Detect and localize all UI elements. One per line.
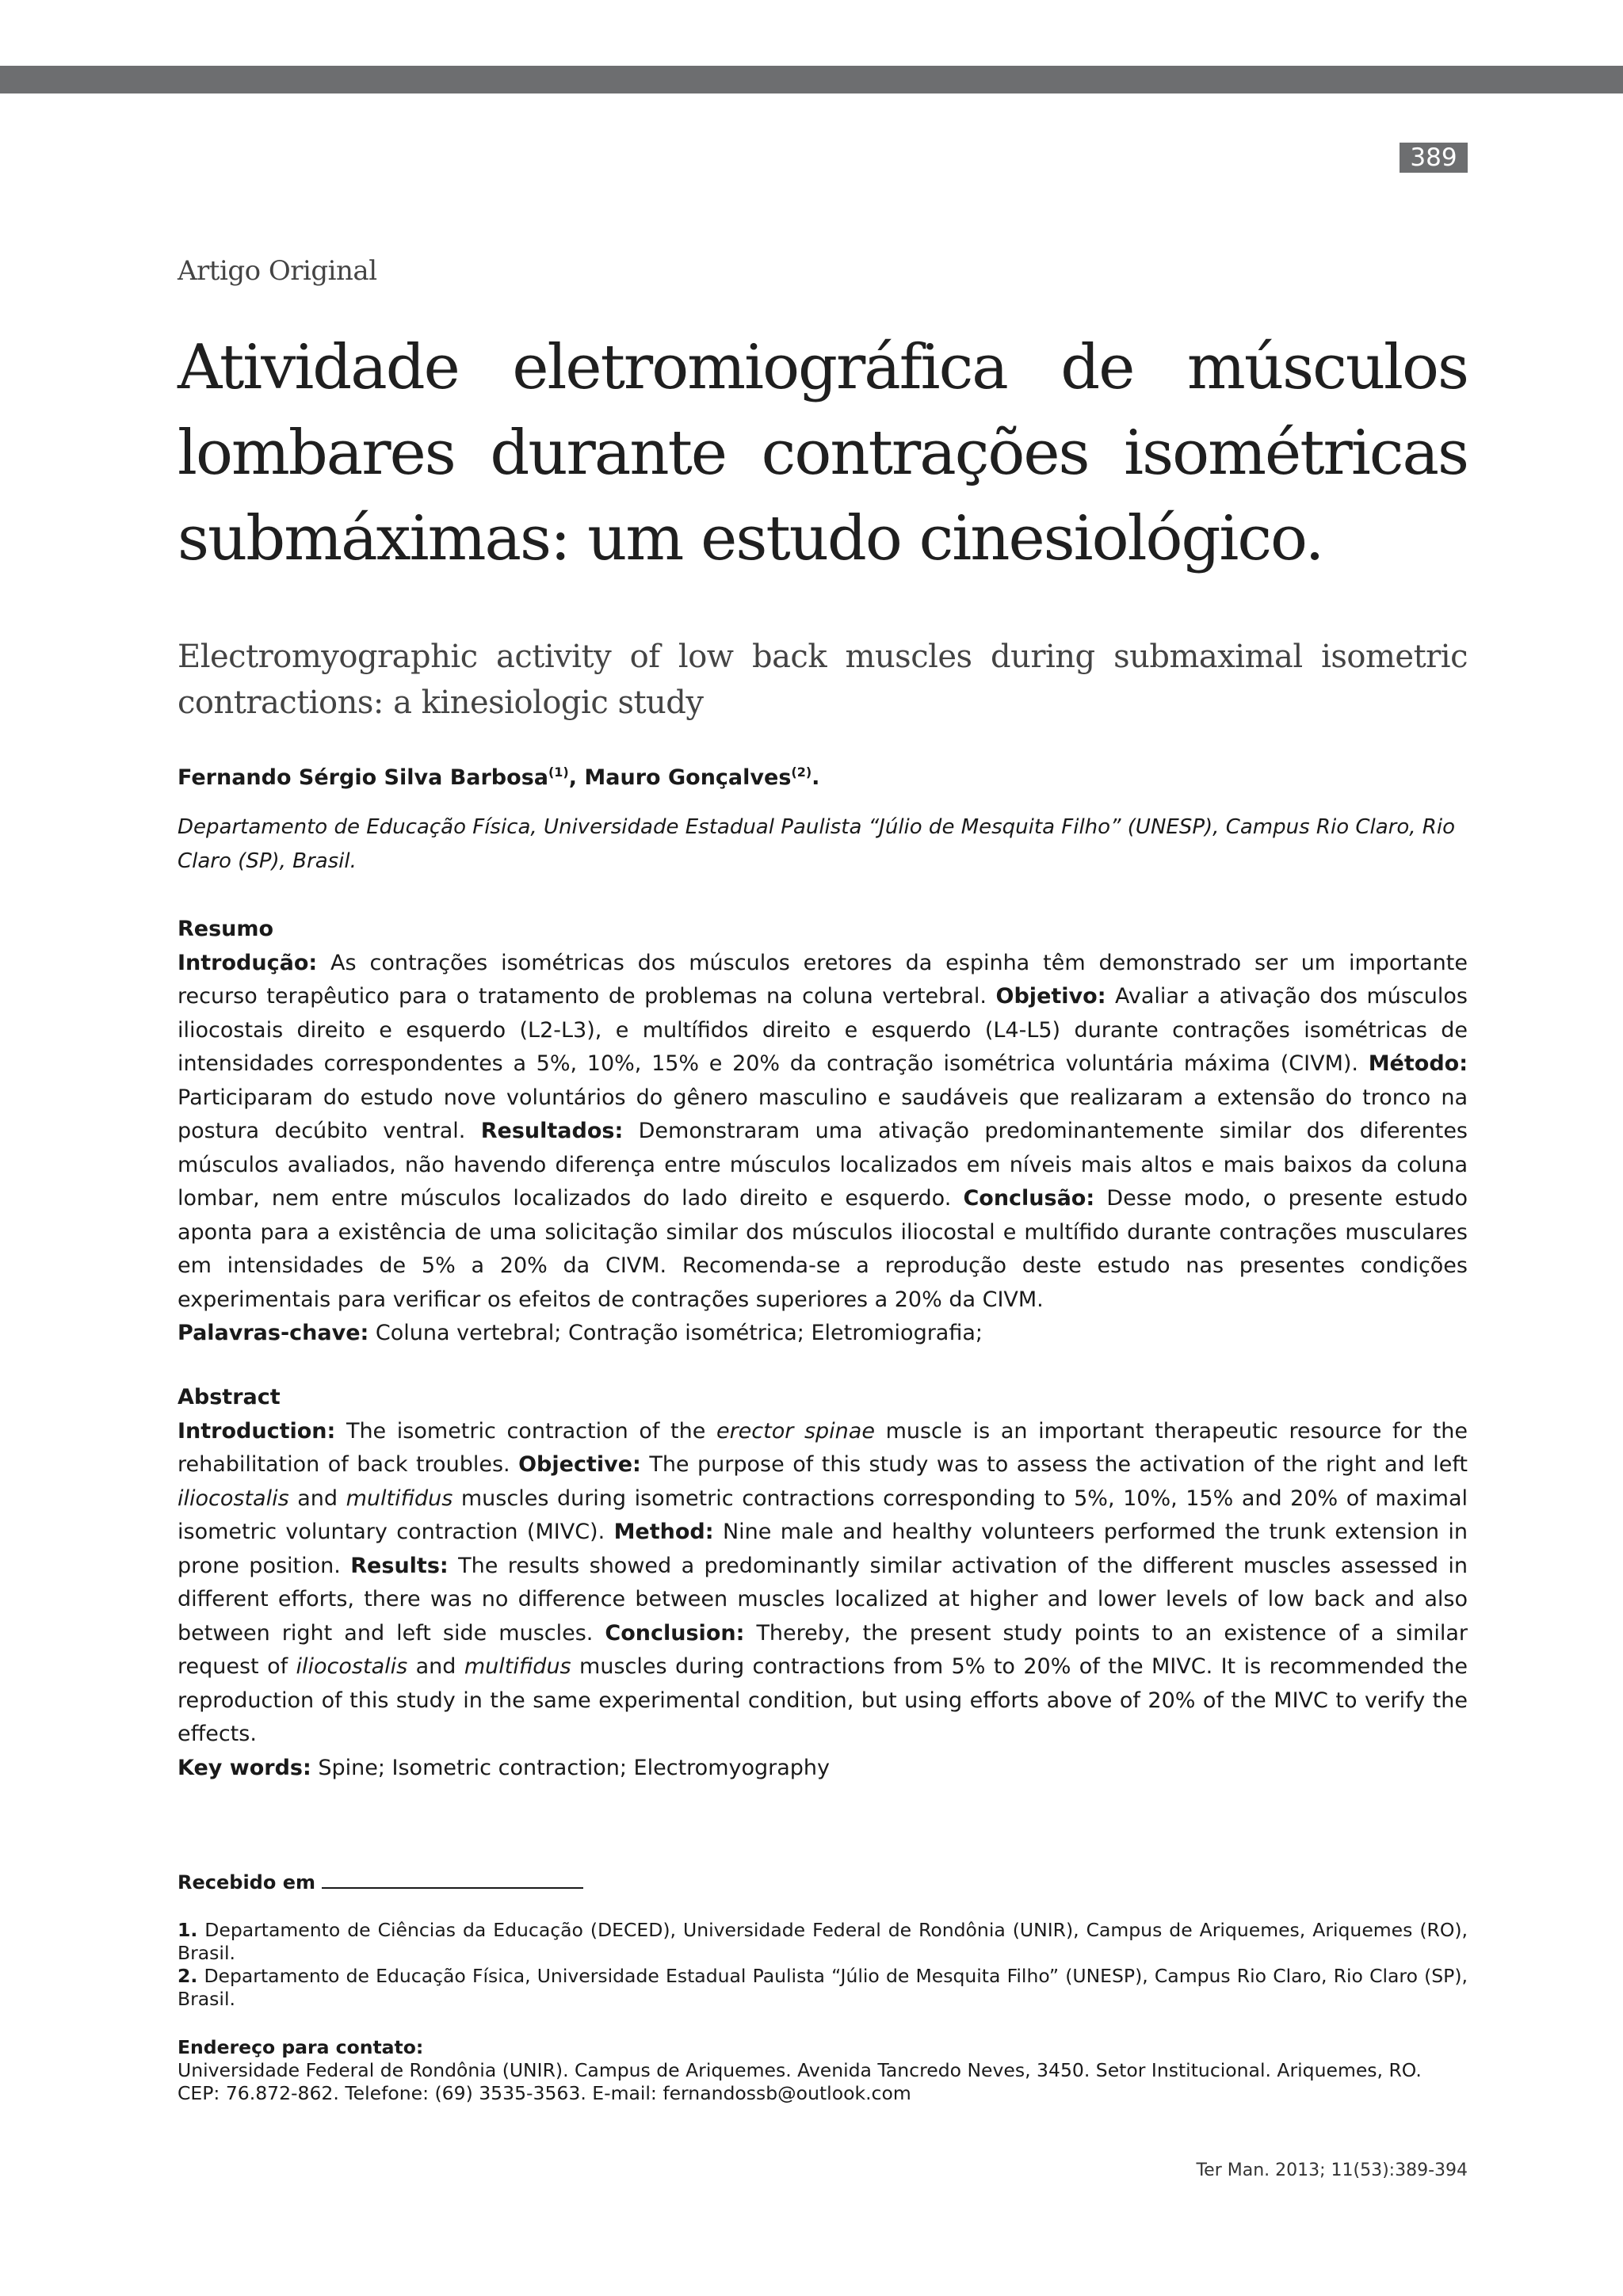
abstract-keywords-text: Spine; Isometric contraction; Electromyography <box>311 1755 831 1780</box>
contact-info <box>178 2036 1468 2105</box>
abstract-intro-a: The isometric contraction of the <box>335 1418 716 1444</box>
resumo-intro-label: Introdução: <box>178 950 318 975</box>
abstract-objective-label: Objective: <box>518 1452 641 1477</box>
footnote-1-text: Departamento de Ciências da Educação (DECED), Universidade Federal de Rondônia (UNIR), Campus de Ariquemes, Ariquemes (RO), Brasil. <box>178 1919 1468 1964</box>
abstract-results: The results showed a predominantly similar activation of the different muscles assessed in different efforts, there was no difference between muscles localized at higher and lower levels of low back and also between right and left side muscles. <box>178 1553 1468 1646</box>
resumo-keywords-label: Palavras-chave: <box>178 1321 369 1345</box>
resumo-method-label: Método: <box>1368 1051 1468 1076</box>
resumo-section <box>178 913 1468 1351</box>
received-blank-line <box>322 1871 583 1889</box>
abstract-intro-em: erector spinae <box>716 1418 875 1444</box>
abstract-conclusion-a: Thereby, the present study points to an existence of a similar request of <box>178 1620 1468 1679</box>
page-number: 389 <box>1400 143 1468 173</box>
journal-citation: Ter Man. 2013; 11(53):389-394 <box>1196 2161 1468 2180</box>
abstract-conclusion-em1: iliocostalis <box>296 1654 408 1679</box>
resumo-heading: Resumo <box>178 917 274 941</box>
abstract-conclusion-label: Conclusion: <box>605 1620 745 1646</box>
contact-line-1: Universidade Federal de Rondônia (UNIR). Campus de Ariquemes. Avenida Tancredo Neves, 3450. Setor Institucional. Ariquemes, RO. <box>178 2059 1422 2081</box>
authors <box>178 765 1468 790</box>
affiliation: Departamento de Educação Física, Universidade Estadual Paulista “Júlio de Mesquita Filho” (UNESP), Campus Rio Claro, Rio Claro (SP), Brasil. <box>178 815 1455 873</box>
resumo-keywords-text: Coluna vertebral; Contração isométrica; Eletromiografia; <box>369 1321 983 1345</box>
resumo-intro: As contrações isométricas dos músculos eretores da espinha têm demonstrado ser um importante recurso terapêutico para o tratamento de problemas na coluna vertebral. <box>178 950 1468 1009</box>
resumo-body <box>178 947 1468 1318</box>
article-subtitle: Electromyographic activity of low back muscles during submaximal isometric contractions: a kinesiologic study <box>178 639 1468 721</box>
author-1-name: Fernando Sérgio Silva Barbosa <box>178 765 548 790</box>
abstract-keywords <box>178 1752 1468 1786</box>
contact-label-text: Endereço para contato: <box>178 2036 424 2058</box>
resumo-results-label: Resultados: <box>480 1119 624 1143</box>
abstract-body <box>178 1415 1468 1752</box>
resumo-keywords <box>178 1317 1468 1351</box>
resumo-objective: Avaliar a ativação dos músculos iliocostais direito e esquerdo (L2-L3), e multífidos direito e esquerdo (L4-L5) durante contrações isométricas de intensidades correspondentes a 5%, 10%, 15% e 20% da contração isométrica voluntária máxima (CIVM). <box>178 984 1468 1076</box>
author-2-name: Mauro Gonçalves <box>584 765 792 790</box>
footnote-2-text: Departamento de Educação Física, Universidade Estadual Paulista “Júlio de Mesquita Filho” (UNESP), Campus Rio Claro, Rio Claro (SP), Brasil. <box>178 1965 1468 2010</box>
received-field <box>178 1871 1468 1894</box>
article-title: Atividade eletromiográfica de músculos lombares durante contrações isométricas submáximas: um estudo cinesiológico. <box>178 332 1468 574</box>
footnote-2 <box>178 1965 1468 2011</box>
footnotes <box>178 1919 1468 2011</box>
abstract-conclusion-b: and <box>407 1654 464 1679</box>
abstract-method: Nine male and healthy volunteers performed the trunk extension in prone position. <box>178 1520 1468 1578</box>
abstract-section <box>178 1381 1468 1785</box>
resumo-results: Demonstraram uma ativação predominantemente similar dos diferentes músculos avaliados, não havendo diferença entre músculos localizados em níveis mais altos e mais baixos da coluna lombar, nem entre músculos localizados do lado direito e esquerdo. <box>178 1119 1468 1211</box>
resumo-objective-label: Objetivo: <box>995 984 1106 1009</box>
resumo-method: Participaram do estudo nove voluntários do gênero masculino e saudáveis que realizaram a extensão do tronco na postura decúbito ventral. <box>178 1085 1468 1143</box>
footnote-1 <box>178 1919 1468 1965</box>
abstract-results-label: Results: <box>350 1553 449 1578</box>
contact-line-2: CEP: 76.872-862. Telefone: (69) 3535-3563. E-mail: fernandossb@outlook.com <box>178 2082 911 2104</box>
received-label: Recebido em <box>178 1871 315 1894</box>
author-1-ref: (1) <box>548 765 569 780</box>
article-type: Artigo Original <box>178 255 377 287</box>
abstract-objective-b: and <box>288 1486 346 1511</box>
abstract-objective-em1: iliocostalis <box>178 1486 289 1511</box>
abstract-heading: Abstract <box>178 1385 281 1409</box>
footnote-2-label: 2. <box>178 1965 198 1987</box>
abstract-objective-em2: multifidus <box>346 1486 453 1511</box>
authors-end: . <box>812 765 820 790</box>
contact-label <box>178 2036 1468 2059</box>
header-bar <box>0 66 1623 93</box>
abstract-conclusion-em2: multifidus <box>464 1654 571 1679</box>
resumo-conclusion: Desse modo, o presente estudo aponta para a existência de uma solicitação similar dos músculos iliocostal e multífido durante contrações musculares em intensidades de 5% a 20% da CIVM. Recomenda-se a reprodução deste estudo nas presentes condições experimentais para verificar os efeitos de contrações superiores a 20% da CIVM. <box>178 1186 1468 1312</box>
footnote-1-label: 1. <box>178 1919 198 1941</box>
abstract-objective-c: muscles during isometric contractions corresponding to 5%, 10%, 15% and 20% of maximal isometric voluntary contraction (MIVC). <box>178 1486 1468 1544</box>
abstract-conclusion-c: muscles during contractions from 5% to 20% of the MIVC. It is recommended the reproduction of this study in the same experimental condition, but using efforts above of 20% of the MIVC to verify the effects. <box>178 1654 1468 1746</box>
author-2-ref: (2) <box>791 765 812 780</box>
abstract-intro-label: Introduction: <box>178 1418 336 1444</box>
authors-separator: , <box>568 765 585 790</box>
abstract-method-label: Method: <box>613 1520 714 1544</box>
resumo-conclusion-label: Conclusão: <box>963 1186 1095 1211</box>
abstract-keywords-label: Key words: <box>178 1755 311 1780</box>
abstract-intro-b: muscle is an important therapeutic resource for the rehabilitation of back troubles. <box>178 1418 1468 1477</box>
abstract-objective-a: The purpose of this study was to assess the activation of the right and left <box>640 1452 1468 1477</box>
